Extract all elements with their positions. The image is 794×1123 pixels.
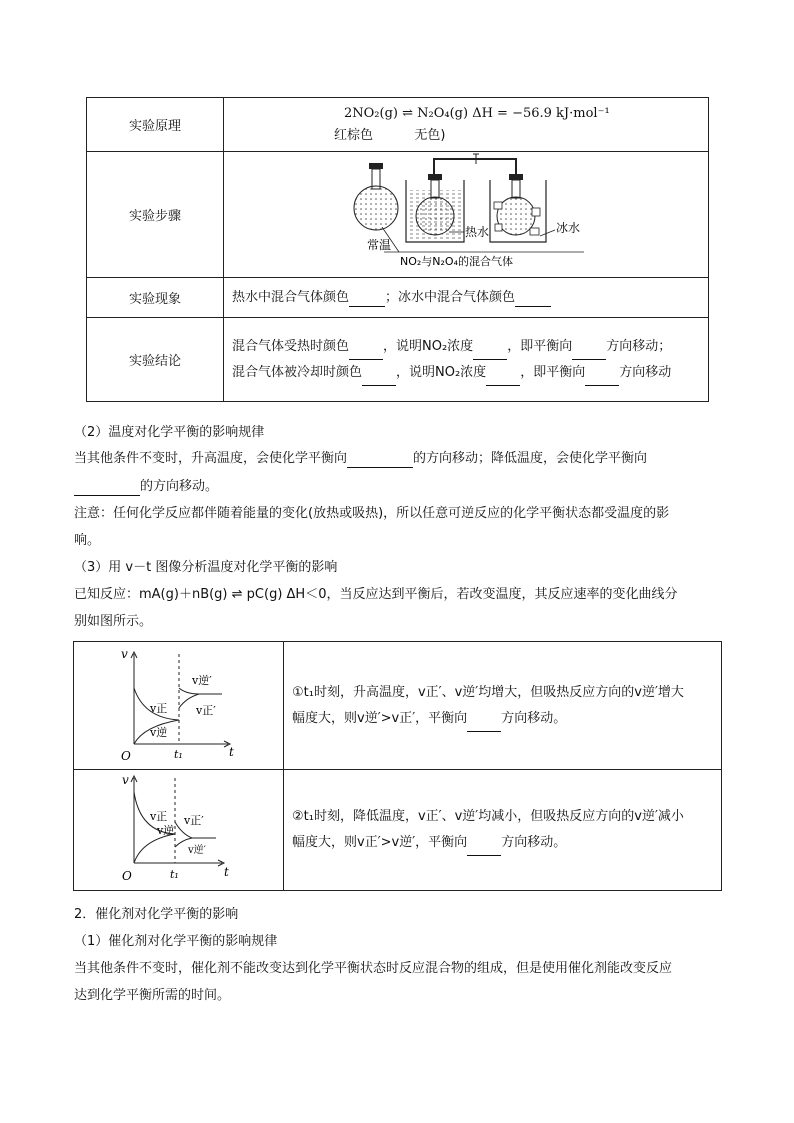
answer-blank[interactable]	[349, 346, 383, 360]
row-label-steps: 实验步骤	[87, 152, 224, 278]
curve-label-v-ni-prime: v逆′	[192, 674, 212, 687]
origin-label: O	[122, 869, 132, 883]
explanation-text: 幅度大，则v逆′>v正′，平衡向	[292, 710, 468, 726]
explanation-text: 方向移动。	[501, 835, 567, 850]
explanation-text: 幅度大，则v正′>v逆′，平衡向	[292, 835, 468, 850]
answer-blank[interactable]	[467, 718, 501, 732]
room-temp-flask	[354, 163, 398, 230]
explanation-line: ①t₁时刻，升高温度，v正′、v逆′均增大，但吸热反应方向的v逆′增大	[292, 684, 684, 700]
vt-graph-table	[73, 641, 722, 891]
apparatus-diagram	[224, 152, 708, 273]
answer-blank[interactable]	[362, 372, 396, 386]
row-label-phenomenon: 实验现象	[87, 278, 224, 318]
axis-t-label: t	[229, 745, 234, 759]
phenomenon-text-b: ；冰水中混合气体颜色	[385, 289, 516, 305]
graph-cell-cooling	[74, 770, 284, 891]
experiment-table	[86, 97, 709, 402]
catalyst-title: 2．催化剂对化学平衡的影响	[74, 907, 239, 922]
phenomenon-text-a: 热水中混合气体颜色	[232, 289, 350, 305]
graph-cell-heating	[74, 642, 284, 770]
answer-blank[interactable]	[473, 346, 507, 360]
curve-label-v-zheng: v正	[150, 702, 168, 715]
axis-t-label: t	[224, 865, 229, 879]
conclusion-cell	[224, 318, 709, 402]
vt-graph-heating	[74, 642, 283, 765]
explanation-line	[292, 706, 713, 732]
section-2-text: 当其他条件不变时，升高温度，会使化学平衡向	[74, 451, 348, 466]
explanation-line: ②t₁时刻，降低温度，v正′、v逆′均减小，但吸热反应方向的v逆′减小	[292, 809, 684, 824]
section-2-text: 的方向移动。	[140, 479, 219, 494]
t1-label: t₁	[170, 868, 179, 881]
apparatus-cell	[224, 152, 709, 278]
answer-blank[interactable]	[572, 346, 606, 360]
conclusion-text: ，即平衡向	[507, 338, 573, 354]
note-line1: 注意：任何化学反应都伴随着能量的变化(放热或吸热)，所以任意可逆反应的化学平衡状态都受温度的影	[74, 506, 670, 521]
explanation-heating	[284, 642, 722, 770]
principle-cell	[224, 98, 709, 152]
conclusion-text: 方向移动；	[606, 338, 672, 354]
section-3-line1: 已知反应：mA(g)＋nB(g) ⇌ pC(g) ΔH＜0，当反应达到平衡后，若改变温度，其反应速率的变化曲线分	[74, 587, 678, 602]
ice-water-label: 冰水	[556, 221, 581, 235]
explanation-cooling	[284, 770, 722, 891]
ice-water-beaker	[490, 174, 546, 242]
section-3-line2: 别如图所示。	[74, 614, 153, 629]
answer-blank[interactable]	[486, 372, 520, 386]
reaction-equation: 2NO₂(g) ⇌ N₂O₄(g) ΔH = −56.9 kJ·mol⁻¹	[344, 105, 610, 121]
conclusion-text: 混合气体被冷却时颜色	[232, 364, 363, 380]
row-label-principle: 实验原理	[87, 98, 224, 152]
section-2-heading: （2）温度对化学平衡的影响规律	[74, 425, 265, 440]
section-2-text: 的方向移动；降低温度，会使化学平衡向	[413, 451, 648, 466]
catalyst-subheading: （1）催化剂对化学平衡的影响规律	[74, 934, 278, 949]
curve-label-v-zheng-prime: v正′	[184, 814, 204, 827]
explanation-line	[292, 830, 713, 856]
answer-blank[interactable]	[349, 293, 385, 307]
phenomenon-cell	[224, 278, 709, 318]
row-label-conclusion: 实验结论	[87, 318, 224, 402]
curve-label-v-ni: v逆	[157, 824, 175, 837]
note-line2: 响。	[74, 533, 101, 548]
curve-label-v-ni: v逆	[150, 726, 168, 739]
catalyst-line2: 达到化学平衡所需的时间。	[74, 988, 231, 1003]
answer-blank[interactable]	[467, 842, 501, 856]
curve-label-v-zheng-prime: v正′	[196, 704, 216, 717]
section-2-line1	[74, 450, 647, 468]
room-temp-label: 常温	[367, 238, 392, 252]
conclusion-text: ，说明NO₂浓度	[383, 338, 474, 354]
section-2-line2	[74, 478, 218, 496]
vt-graph-cooling	[74, 770, 283, 886]
answer-blank[interactable]	[74, 482, 140, 496]
conclusion-text: 方向移动	[619, 364, 672, 380]
curve-label-v-ni-prime: v逆′	[188, 845, 206, 856]
answer-blank[interactable]	[585, 372, 619, 386]
explanation-text: 方向移动。	[501, 710, 567, 726]
answer-blank[interactable]	[347, 454, 413, 468]
t1-label: t₁	[174, 748, 183, 761]
conclusion-text: ，说明NO₂浓度	[396, 364, 487, 380]
origin-label: O	[121, 749, 131, 763]
axis-v-label: v	[121, 647, 128, 661]
mixture-label: NO₂与N₂O₄的混合气体	[400, 255, 514, 268]
answer-blank[interactable]	[515, 293, 551, 307]
conclusion-text: 混合气体受热时颜色	[232, 338, 350, 354]
catalyst-line1: 当其他条件不变时，催化剂不能改变达到化学平衡状态时反应混合物的组成，但是使用催化剂能改变反应	[74, 961, 673, 976]
color-labels: 红棕色 无色)	[334, 127, 446, 143]
hot-water-label: 热水	[465, 225, 490, 239]
section-3-heading: （3）用 v－t 图像分析温度对化学平衡的影响	[74, 560, 338, 575]
conclusion-text: ，即平衡向	[520, 364, 586, 380]
axis-v-label: v	[122, 773, 129, 787]
curve-label-v-zheng: v正	[150, 810, 168, 823]
